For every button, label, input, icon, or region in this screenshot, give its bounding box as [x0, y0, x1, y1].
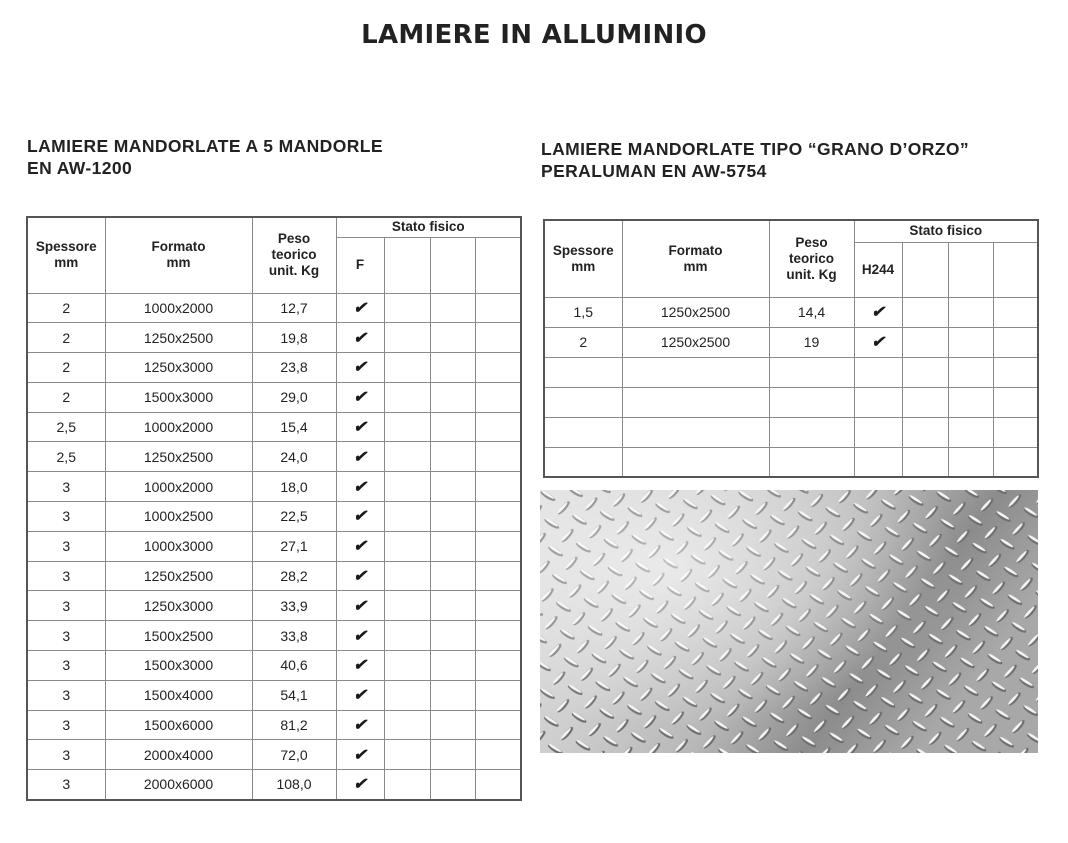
left-spec-table	[26, 216, 522, 801]
spessore-cell: 2	[27, 293, 105, 323]
check-icon: ✔	[353, 687, 367, 705]
peso-cell: 23,8	[252, 353, 336, 383]
empty-state-cell	[475, 740, 521, 770]
peso-cell: 72,0	[252, 740, 336, 770]
formato-cell: 2000x6000	[105, 770, 252, 800]
empty-state-cell	[430, 680, 475, 710]
empty-state-cell	[475, 621, 521, 651]
check-icon: ✔	[353, 568, 367, 586]
state-check-cell	[336, 442, 384, 472]
check-icon: ✔	[353, 627, 367, 645]
empty-state-cell	[993, 447, 1038, 477]
empty-state-cell	[475, 502, 521, 532]
empty-state-cell	[475, 710, 521, 740]
header-empty-state	[384, 237, 430, 293]
table-row	[27, 651, 521, 681]
empty-state-cell	[384, 621, 430, 651]
state-check-cell	[336, 293, 384, 323]
header-formato: Formato mm	[622, 220, 769, 297]
empty-state-cell	[902, 387, 948, 417]
peso-cell: 12,7	[252, 293, 336, 323]
empty-state-cell	[993, 327, 1038, 357]
header-peso: Peso teorico unit. Kg	[252, 217, 336, 293]
left-section-heading	[27, 135, 383, 179]
header-spessore: Spessore mm	[544, 220, 622, 297]
empty-state-cell	[430, 591, 475, 621]
peso-cell	[769, 357, 854, 387]
empty-state-cell	[475, 680, 521, 710]
page-title: LAMIERE IN ALLUMINIO	[361, 20, 707, 50]
spessore-cell: 2,5	[27, 442, 105, 472]
check-icon: ✔	[353, 776, 367, 794]
check-icon: ✔	[353, 478, 367, 496]
spessore-cell: 3	[27, 621, 105, 651]
formato-cell: 1250x2500	[622, 327, 769, 357]
peso-cell: 27,1	[252, 531, 336, 561]
table-row	[27, 591, 521, 621]
empty-state-cell	[384, 651, 430, 681]
spessore-cell: 2,5	[27, 412, 105, 442]
peso-cell: 22,5	[252, 502, 336, 532]
state-check-cell	[336, 621, 384, 651]
empty-state-cell	[993, 417, 1038, 447]
peso-cell	[769, 387, 854, 417]
spessore-cell	[544, 447, 622, 477]
formato-cell: 1250x2500	[105, 561, 252, 591]
formato-cell: 1500x6000	[105, 710, 252, 740]
table-row	[27, 680, 521, 710]
spessore-cell: 3	[27, 651, 105, 681]
header-empty-state	[948, 242, 993, 297]
header-stato-fisico: Stato fisico	[336, 217, 521, 237]
state-check-cell	[336, 353, 384, 383]
state-check-cell	[336, 502, 384, 532]
header-spessore: Spessore mm	[27, 217, 105, 293]
state-check-cell	[854, 357, 902, 387]
left-heading-line-2: EN AW-1200	[27, 158, 133, 178]
empty-state-cell	[948, 447, 993, 477]
peso-cell: 28,2	[252, 561, 336, 591]
empty-state-cell	[475, 353, 521, 383]
peso-cell: 15,4	[252, 412, 336, 442]
formato-cell: 1250x2500	[622, 297, 769, 327]
empty-state-cell	[475, 651, 521, 681]
formato-cell	[622, 447, 769, 477]
empty-state-cell	[430, 621, 475, 651]
empty-state-cell	[384, 293, 430, 323]
empty-state-cell	[475, 531, 521, 561]
empty-state-cell	[430, 710, 475, 740]
empty-state-cell	[384, 740, 430, 770]
spessore-cell: 3	[27, 561, 105, 591]
table-row	[27, 740, 521, 770]
peso-cell: 81,2	[252, 710, 336, 740]
peso-cell: 19,8	[252, 323, 336, 353]
state-check-cell	[854, 447, 902, 477]
tread-plate-image	[540, 490, 1038, 753]
check-icon: ✔	[353, 657, 367, 675]
state-check-cell	[336, 472, 384, 502]
empty-state-cell	[430, 293, 475, 323]
empty-state-cell	[384, 680, 430, 710]
formato-cell: 1000x2000	[105, 293, 252, 323]
right-spec-table	[543, 219, 1039, 478]
empty-state-cell	[430, 323, 475, 353]
state-check-cell	[336, 412, 384, 442]
formato-cell: 1250x2500	[105, 323, 252, 353]
state-check-cell	[854, 297, 902, 327]
check-icon: ✔	[353, 299, 367, 317]
empty-state-cell	[902, 417, 948, 447]
formato-cell: 1250x2500	[105, 442, 252, 472]
table-row	[544, 327, 1038, 357]
empty-state-cell	[948, 417, 993, 447]
empty-state-cell	[430, 412, 475, 442]
formato-cell: 1000x2000	[105, 412, 252, 442]
spessore-cell	[544, 357, 622, 387]
header-peso: Peso teorico unit. Kg	[769, 220, 854, 297]
state-check-cell	[336, 651, 384, 681]
empty-state-cell	[384, 442, 430, 472]
formato-cell	[622, 357, 769, 387]
spessore-cell: 2	[544, 327, 622, 357]
formato-cell: 2000x4000	[105, 740, 252, 770]
table-row	[544, 357, 1038, 387]
empty-state-cell	[430, 442, 475, 472]
check-icon: ✔	[353, 419, 367, 437]
spessore-cell: 3	[27, 710, 105, 740]
peso-cell: 33,8	[252, 621, 336, 651]
table-row	[27, 531, 521, 561]
check-icon: ✔	[871, 304, 885, 321]
state-check-cell	[854, 417, 902, 447]
table-row	[27, 382, 521, 412]
peso-cell: 33,9	[252, 591, 336, 621]
header-empty-state	[993, 242, 1038, 297]
state-check-cell	[854, 387, 902, 417]
empty-state-cell	[430, 502, 475, 532]
right-section-heading	[541, 138, 969, 182]
empty-state-cell	[384, 531, 430, 561]
table-row	[27, 412, 521, 442]
formato-cell: 1500x3000	[105, 651, 252, 681]
table-row	[27, 353, 521, 383]
spessore-cell: 3	[27, 770, 105, 800]
check-icon: ✔	[353, 538, 367, 556]
spessore-cell: 2	[27, 323, 105, 353]
formato-cell: 1250x3000	[105, 591, 252, 621]
empty-state-cell	[430, 740, 475, 770]
empty-state-cell	[475, 472, 521, 502]
right-heading-line-1: LAMIERE MANDORLATE TIPO “GRANO D’ORZO”	[541, 139, 970, 159]
table-row	[544, 297, 1038, 327]
empty-state-cell	[902, 357, 948, 387]
header-empty-state	[902, 242, 948, 297]
empty-state-cell	[475, 412, 521, 442]
empty-state-cell	[430, 561, 475, 591]
spessore-cell	[544, 387, 622, 417]
empty-state-cell	[384, 502, 430, 532]
spessore-cell	[544, 417, 622, 447]
state-check-cell	[336, 531, 384, 561]
empty-state-cell	[384, 323, 430, 353]
empty-state-cell	[475, 442, 521, 472]
header-formato: Formato mm	[105, 217, 252, 293]
table-row	[27, 710, 521, 740]
check-icon: ✔	[353, 359, 367, 377]
header-empty-state	[475, 237, 521, 293]
empty-state-cell	[384, 382, 430, 412]
formato-cell: 1000x2000	[105, 472, 252, 502]
header-empty-state	[430, 237, 475, 293]
check-icon: ✔	[353, 597, 367, 615]
empty-state-cell	[475, 591, 521, 621]
formato-cell: 1500x4000	[105, 680, 252, 710]
spessore-cell: 3	[27, 680, 105, 710]
empty-state-cell	[948, 297, 993, 327]
state-check-cell	[336, 591, 384, 621]
peso-cell: 29,0	[252, 382, 336, 412]
check-icon: ✔	[353, 508, 367, 526]
spessore-cell: 2	[27, 382, 105, 412]
empty-state-cell	[475, 293, 521, 323]
table-row	[27, 621, 521, 651]
empty-state-cell	[430, 382, 475, 412]
empty-state-cell	[384, 591, 430, 621]
empty-state-cell	[993, 387, 1038, 417]
empty-state-cell	[430, 651, 475, 681]
empty-state-cell	[475, 770, 521, 800]
check-icon: ✔	[353, 329, 367, 347]
formato-cell: 1500x3000	[105, 382, 252, 412]
empty-state-cell	[475, 323, 521, 353]
table-row	[544, 387, 1038, 417]
left-heading-line-1: LAMIERE MANDORLATE A 5 MANDORLE	[27, 136, 383, 156]
empty-state-cell	[475, 561, 521, 591]
state-check-cell	[336, 561, 384, 591]
formato-cell: 1250x3000	[105, 353, 252, 383]
table-row	[27, 502, 521, 532]
empty-state-cell	[475, 382, 521, 412]
empty-state-cell	[993, 357, 1038, 387]
header-stato-fisico: Stato fisico	[854, 220, 1038, 242]
header-state-h244: H244	[854, 242, 902, 297]
table-row	[27, 472, 521, 502]
empty-state-cell	[430, 770, 475, 800]
table-row	[27, 770, 521, 800]
peso-cell: 19	[769, 327, 854, 357]
empty-state-cell	[384, 353, 430, 383]
spessore-cell: 2	[27, 353, 105, 383]
empty-state-cell	[948, 357, 993, 387]
peso-cell: 18,0	[252, 472, 336, 502]
state-check-cell	[854, 327, 902, 357]
empty-state-cell	[902, 327, 948, 357]
empty-state-cell	[384, 710, 430, 740]
check-icon: ✔	[353, 717, 367, 735]
table-row	[27, 323, 521, 353]
table-row	[544, 417, 1038, 447]
table-row	[27, 561, 521, 591]
empty-state-cell	[902, 297, 948, 327]
peso-cell: 54,1	[252, 680, 336, 710]
spessore-cell: 3	[27, 531, 105, 561]
peso-cell	[769, 417, 854, 447]
empty-state-cell	[948, 387, 993, 417]
empty-state-cell	[384, 472, 430, 502]
peso-cell: 24,0	[252, 442, 336, 472]
check-icon: ✔	[353, 448, 367, 466]
state-check-cell	[336, 740, 384, 770]
spessore-cell: 3	[27, 740, 105, 770]
empty-state-cell	[430, 531, 475, 561]
check-icon: ✔	[871, 334, 885, 351]
state-check-cell	[336, 382, 384, 412]
peso-cell: 108,0	[252, 770, 336, 800]
header-state-f: F	[336, 237, 384, 293]
peso-cell: 14,4	[769, 297, 854, 327]
empty-state-cell	[993, 297, 1038, 327]
formato-cell: 1000x2500	[105, 502, 252, 532]
empty-state-cell	[384, 770, 430, 800]
right-heading-line-2: PERALUMAN EN AW-5754	[541, 161, 767, 181]
spessore-cell: 3	[27, 502, 105, 532]
state-check-cell	[336, 710, 384, 740]
table-row	[27, 293, 521, 323]
state-check-cell	[336, 680, 384, 710]
table-row	[544, 447, 1038, 477]
formato-cell	[622, 417, 769, 447]
table-row	[27, 442, 521, 472]
peso-cell: 40,6	[252, 651, 336, 681]
empty-state-cell	[902, 447, 948, 477]
peso-cell	[769, 447, 854, 477]
spessore-cell: 3	[27, 591, 105, 621]
empty-state-cell	[430, 472, 475, 502]
empty-state-cell	[430, 353, 475, 383]
check-icon: ✔	[353, 746, 367, 764]
empty-state-cell	[948, 327, 993, 357]
formato-cell	[622, 387, 769, 417]
empty-state-cell	[384, 412, 430, 442]
empty-state-cell	[384, 561, 430, 591]
state-check-cell	[336, 770, 384, 800]
state-check-cell	[336, 323, 384, 353]
spessore-cell: 3	[27, 472, 105, 502]
formato-cell: 1500x2500	[105, 621, 252, 651]
check-icon: ✔	[353, 389, 367, 407]
formato-cell: 1000x3000	[105, 531, 252, 561]
spessore-cell: 1,5	[544, 297, 622, 327]
